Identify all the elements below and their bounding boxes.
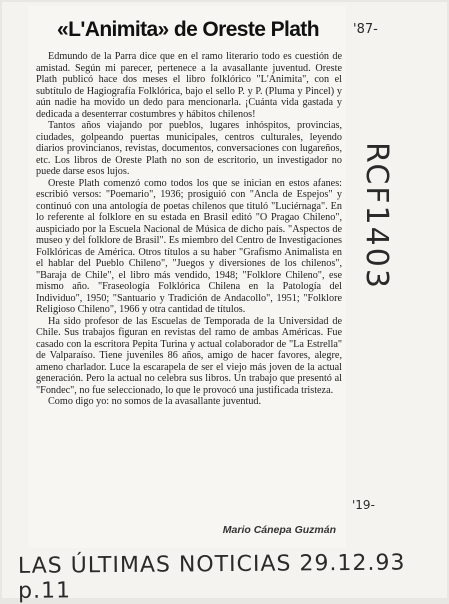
article-headline: «L'Animita» de Oreste Plath bbox=[57, 18, 319, 41]
article-paragraph: Oreste Plath comenzó como todos los que se inician en estos afanes: escribió versos: "Poemario", 1936; prosiguió con "Ancla de Espejos" y continuó con una antología de poetas chilenos que tituló "Luciérnaga". En lo referente al folklore en su estada en Brasil editó "O Pragao Chileno", auspiciado por la Escuela Nacional de Música de dicho país. "Aspectos de museo y del folklore de Brasil". Es miembro del Centro de Investigaciones Folklóricas de América. Otros títulos a su haber "Grafismo Animalista en el hablar del Pueblo Chileno", "Juegos y diversiones de los chilenos", "Baraja de Chile", el libro más vendido, 1948; "Folklore Chileno", ese mismo año. "Fraseología Folklórica Chilena en la Patología del Individuo", 1950; "Santuario y Tradición de Andacollo", 1951; "Folklore Religioso Chileno", 1966 y otra cantidad de títulos. bbox=[36, 177, 342, 315]
article-body bbox=[36, 51, 342, 408]
author-signature: Mario Cánepa Guzmán bbox=[222, 524, 336, 536]
article-paragraph: Ha sido profesor de las Escuelas de Temporada de la Universidad de Chile. Sus trabajos figuran en revistas del ramo de ambas Américas. Fue casado con la escritora Pepita Turina y actual colaborador de "La Estrella" de Valparaíso. Tiene juveniles 86 años, amigo de hacer favores, alegre, ameno charlador. Luce la escarapela de ser el viejo más joven de la actual generación. Pero la actual no celebra sus libros. Un trabajo que presentó al "Fondec", no fue seleccionado, lo que le provocó una justificada tristeza. bbox=[36, 315, 342, 396]
handwritten-page-number: '87- bbox=[353, 22, 378, 37]
handwritten-catalog-code: RCF1403 bbox=[359, 142, 394, 290]
handwritten-source-citation: LAS ÚLTIMAS NOTICIAS 29.12.93 p.11 bbox=[17, 550, 406, 604]
article-paragraph: Tantos años viajando por pueblos, lugares inhóspitos, provincias, ciudades, golpeando puertas municipales, centros culturales, leyendo diarios provincianos, revistas, documentos, conversaciones con lugareños, etc. Los libros de Oreste Plath no son de escritorio, un investigador no puede darse esos lujos. bbox=[36, 120, 342, 177]
article-paragraph: Edmundo de la Parra dice que en el ramo literario todo es cuestión de amistad. Según mi parecer, pertenece a la avasallante juventud. Oreste Plath publicó hace dos meses el libro folklórico "L'Animita", con el subtítulo de Hagiografía Folklórica, bajo el sello P. y P. (Pluma y Pincel) y aún nadie ha movido un dedo para mencionarla. ¡Cuánta vida gastada y dedicada a desenterrar costumbres y hábitos chilenos! bbox=[36, 51, 342, 120]
handwritten-side-mark: '19- bbox=[352, 498, 375, 512]
article-paragraph: Como digo yo: no somos de la avasallante juventud. bbox=[48, 396, 262, 407]
